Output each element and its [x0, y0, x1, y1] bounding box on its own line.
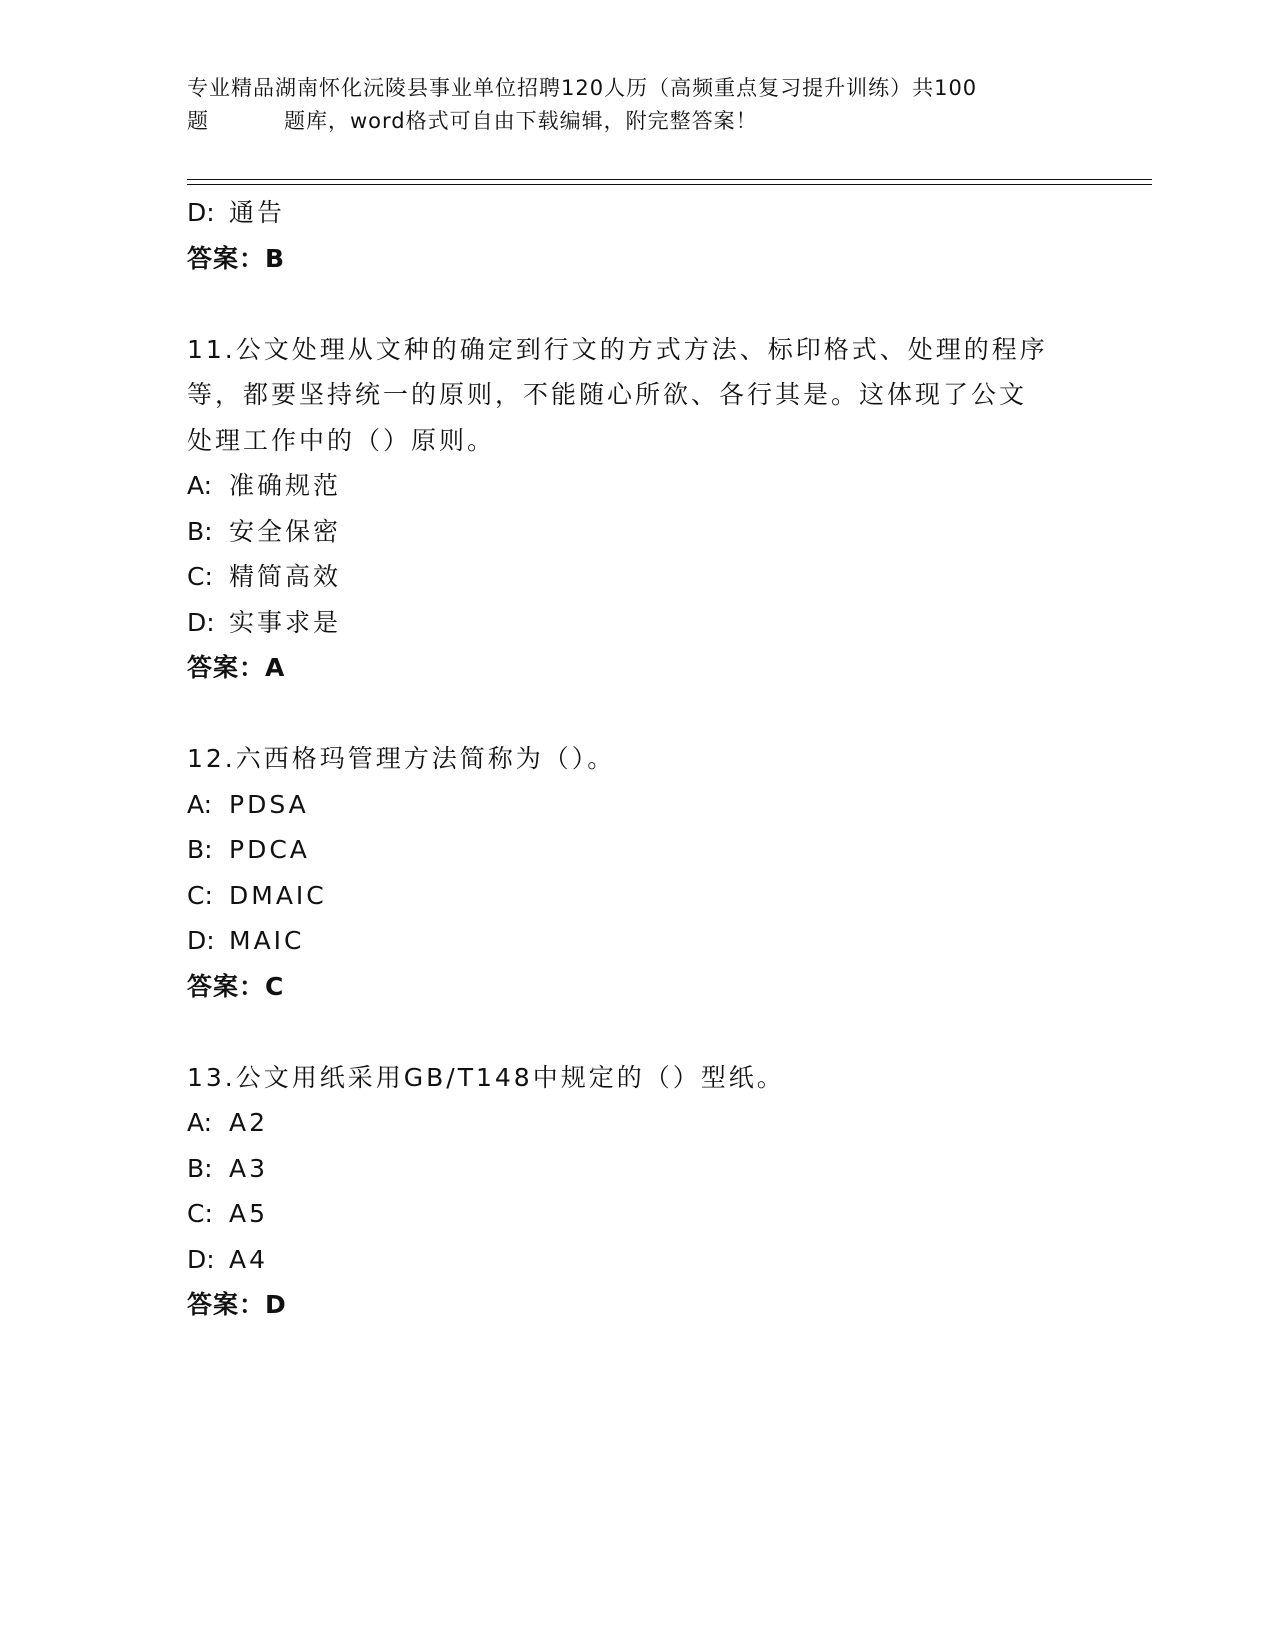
option-label: C:: [187, 1199, 213, 1228]
option-a: [187, 1100, 1087, 1146]
option-text: PDCA: [229, 835, 310, 864]
header-divider-bottom: [187, 184, 1152, 185]
option-text: MAIC: [229, 926, 305, 955]
option-label: A:: [187, 471, 213, 500]
option-c: [187, 873, 1087, 919]
option-text: A3: [229, 1153, 269, 1183]
question-13: [187, 1055, 1087, 1328]
option-text: 通告: [229, 198, 286, 227]
question-11: [187, 327, 1087, 691]
option-text: 实事求是: [229, 607, 342, 637]
question-12: [187, 736, 1087, 1009]
option-label: D:: [187, 1244, 215, 1274]
header-title-line-2: [187, 105, 1087, 138]
option-label: D:: [187, 926, 215, 955]
header-title-line-2-left: 题: [187, 109, 209, 133]
option-b: [187, 509, 1087, 555]
option-text: A4: [229, 1244, 269, 1274]
question-text-line: 等，都要坚持统一的原则，不能随心所欲、各行其是。这体现了公文: [187, 380, 1028, 409]
option-text: A5: [229, 1199, 269, 1228]
option-text: A2: [229, 1108, 269, 1137]
document-body: [187, 190, 1087, 1328]
prev-option-d: [187, 190, 1087, 236]
option-label: D:: [187, 607, 215, 637]
option-label: C:: [187, 562, 213, 591]
option-label: C:: [187, 880, 213, 910]
option-label: B:: [187, 516, 213, 546]
option-label: A:: [187, 789, 213, 819]
header-title-line-1: 专业精品湖南怀化沅陵县事业单位招聘120人历（高频重点复习提升训练）共100: [187, 76, 978, 100]
option-b: [187, 1146, 1087, 1192]
option-label: D:: [187, 198, 215, 227]
question-text-line: 处理工作中的（）原则。: [187, 425, 496, 455]
option-label: B:: [187, 835, 213, 864]
page-header: [187, 72, 1087, 138]
option-c: [187, 1191, 1087, 1237]
option-text: DMAIC: [229, 880, 327, 910]
option-a: [187, 463, 1087, 509]
option-label: B:: [187, 1153, 213, 1183]
option-b: [187, 827, 1087, 873]
question-text-line: 12.六西格玛管理方法简称为（）。: [187, 744, 616, 773]
option-d: [187, 600, 1087, 646]
option-text: 精简高效: [229, 562, 342, 591]
header-title-line-2-right: 题库，word格式可自由下载编辑，附完整答案！: [284, 109, 758, 133]
option-text: PDSA: [229, 789, 309, 819]
option-c: [187, 554, 1087, 600]
answer: 答案：C: [187, 971, 285, 1001]
option-text: 安全保密: [229, 516, 342, 546]
question-text-line: 13.公文用纸采用GB/T148中规定的（）型纸。: [187, 1062, 785, 1092]
header-divider-top: [187, 179, 1152, 180]
question-text-line: 11.公文处理从文种的确定到行文的方式方法、标印格式、处理的程序: [187, 334, 1048, 364]
prev-answer: 答案：B: [187, 243, 286, 273]
option-d: [187, 918, 1087, 964]
option-a: [187, 782, 1087, 828]
option-label: A:: [187, 1108, 213, 1137]
answer: 答案：A: [187, 653, 286, 682]
option-text: 准确规范: [229, 471, 342, 500]
option-d: [187, 1237, 1087, 1283]
answer: 答案：D: [187, 1290, 287, 1319]
